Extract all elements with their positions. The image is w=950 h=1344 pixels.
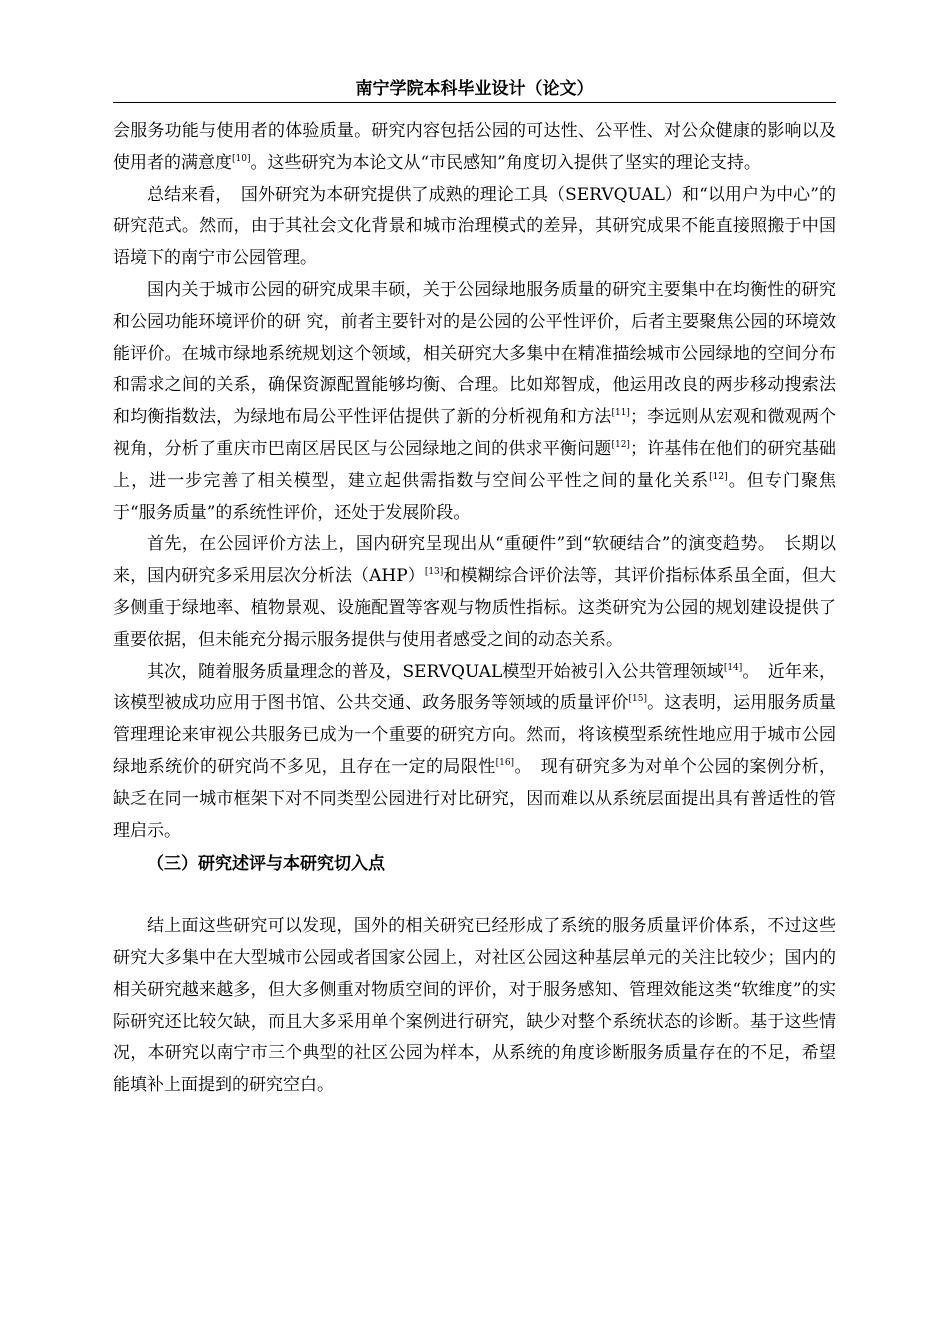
- paragraph-4: [113, 529, 836, 656]
- paragraph-3: [113, 275, 836, 529]
- citation-ref: [14]: [723, 662, 743, 673]
- paragraph-3-text-b: ；李远则从宏观和微观两个视角，分析了重庆市巴南区居民区与公园绿地之间的供求平衡问题: [113, 407, 837, 459]
- paragraph-1-text-b: 。这些研究为本论文从“市民感知”角度切入提供了坚实的理论支持。: [250, 152, 761, 173]
- paragraph-5: [113, 657, 836, 848]
- citation-ref: [16]: [495, 757, 515, 768]
- section-heading: （三）研究述评与本研究切入点: [147, 854, 385, 875]
- paragraph-5-text-b: 。 近年来，该模型被成功应用于图书馆、公共交通、政务服务等领域的质量评价: [113, 661, 836, 714]
- citation-ref: [15]: [628, 694, 647, 705]
- paragraph-5-text-a: 其次，随着服务质量理念的普及，SERVQUAL模型开始被引入公共管理领域: [147, 661, 724, 682]
- paragraph-4-text-a: 首先，在公园评价方法上，国内研究呈现出从“重硬件”到“软硬结合”的演变趋势。 长期以来，国内研究多采用层次分析法（AHP）: [113, 534, 836, 587]
- citation-ref: [10]: [232, 153, 251, 164]
- citation-ref: [11]: [611, 408, 630, 419]
- body-content: [113, 116, 836, 1102]
- citation-ref: [12]: [709, 471, 728, 482]
- paragraph-5-text-c: 。这表明，运用服务质量管理理论来审视公共服务已成为一个重要的研究方向。然而，将该模型系统性地应用于城市公园绿地系统价的研究尚不多见，且存在一定的局限性: [113, 693, 837, 777]
- paragraph-3-text-a: 国内关于城市公园的研究成果丰硕，关于公园绿地服务质量的研究主要集中在均衡性的研究和公园功能环境评价的研 究，前者主要针对的是公园的公平性评价，后者主要聚焦公园的环境效能评价。在城市绿地系统规划这个领域，相关研究大多集中在精准描绘城市公园绿地的空间分布和需求之间的关系，确保资源配置能够均衡、合理。比如郑智成，他运用改良的两步移动搜索法和均衡指数法，为绿地布局公平性评估提供了新的分析视角和方法: [113, 279, 836, 428]
- paragraph-3-text-c: ；许基伟在他们的研究基础上，进一步完善了相关模型，建立起供需指数与空间公平性之间的量化关系: [113, 438, 837, 491]
- paragraph-4-text-b: 和模糊综合评价法等，其评价指标体系虽全面，但大多侧重于绿地率、植物景观、设施配置等客观与物质性指标。这类研究为公园的规划建设提供了重要依据，但未能充分揭示服务提供与使用者感受之间的动态关系。: [113, 566, 837, 650]
- citation-ref: [13]: [424, 567, 444, 578]
- paragraph-6: 结上面这些研究可以发现，国外的相关研究已经形成了系统的服务质量评价体系，不过这些研究大多集中在大型城市公园或者国家公园上，对社区公园这种基层单元的关注比较少；国内的相关研究越来越多，但大多侧重对物质空间的评价，对于服务感知、管理效能这类“软维度”的实际研究还比较欠缺，而且大多采用单个案例进行研究，缺少对整个系统状态的诊断。基于这些情况，本研究以南宁市三个典型的社区公园为样本，从系统的角度诊断服务质量存在的不足，希望能填补上面提到的研究空白。: [113, 916, 836, 1096]
- paragraph-2: 总结来看， 国外研究为本研究提供了成熟的理论工具（SERVQUAL）和“以用户为中心”的研究范式。然而，由于其社会文化背景和城市治理模式的差异，其研究成果不能直接照搬于中国语境下的南宁市公园管理。: [113, 184, 836, 269]
- header-divider: [113, 102, 836, 103]
- paragraph-5-text-d: 。 现有研究多为对单个公园的案例分析，缺乏在同一城市框架下对不同类型公园进行对比研究，因而难以从系统层面提出具有普适性的管理启示。: [113, 756, 836, 841]
- paragraph-3-text-d: 。但专门聚焦于“服务质量”的系统性评价，还处于发展阶段。: [113, 470, 837, 523]
- paragraph-1: [113, 116, 836, 180]
- citation-ref: [12]: [611, 439, 630, 450]
- page-header-title: 南宁学院本科毕业设计（论文）: [355, 79, 594, 99]
- paragraph-1-text-a: 会服务功能与使用者的体验质量。研究内容包括公园的可达性、公平性、对公众健康的影响以及使用者的满意度: [113, 121, 836, 173]
